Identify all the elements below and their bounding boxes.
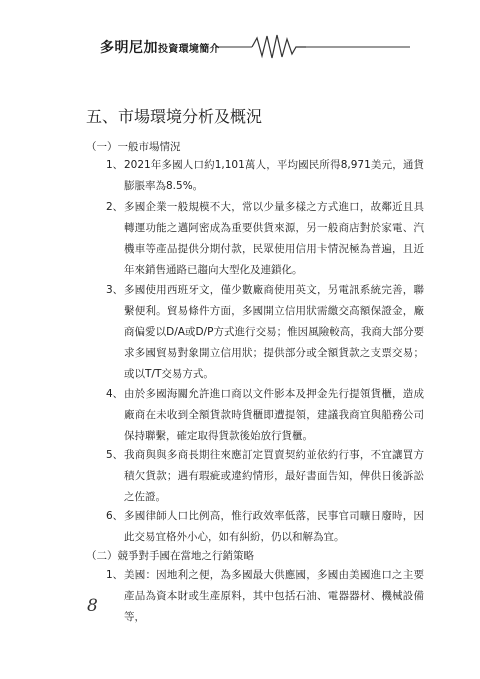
item-text: 多國使用西班牙文，僅少數廠商使用英文，另電訊系統完善，聯繫便利。貿易條件方面，多國開立信用狀需繳交高額保證金，廠商偏愛以D/A或D/P方式進行交易；惟因風險較高，我商大部分要求多國貿易對象開立信用狀；提供部分或全額貨款之支票交易；或以T/T交易方式。: [124, 284, 424, 380]
item-text: 2021年多國人口約1,101萬人，平均國民所得8,971美元，通貨膨脹率為8.5%。: [124, 159, 424, 192]
item-text: 由於多國海關允許進口商以文件影本及押金先行提領貨櫃，造成廠商在未收到全額貨款時貨櫃即遭提領，建議我商宜與船務公司保持聯繫，確定取得貨款後始放行貨櫃。: [124, 388, 424, 442]
subsection-heading: （一）一般市場情況: [86, 141, 181, 153]
list-item: [106, 506, 424, 548]
list-item: [106, 565, 424, 628]
list-item: [106, 445, 424, 508]
item-number: 2、: [106, 201, 124, 213]
header-title-subtitle: 投資環境簡介: [158, 44, 220, 55]
item-text: 美國：因地利之便，為多國最大供應國，多國由美國進口之主要產品為資本財或生產原料，其中包括石油、電器器材、機械設備等，: [124, 569, 424, 623]
page-number: 8: [87, 596, 98, 616]
item-text: 多國律師人口比例高，惟行政效率低落，民事官司曠日廢時，因此交易宜格外小心，如有糾紛，仍以和解為宜。: [124, 510, 424, 543]
header-wave-rule: [0, 30, 480, 60]
list-item: [106, 280, 424, 385]
item-number: 1、: [106, 569, 124, 581]
header-title-country: 多明尼加: [100, 40, 158, 56]
item-number: 6、: [106, 510, 124, 522]
list-item: [106, 197, 424, 281]
item-number: 1、: [106, 159, 124, 171]
list-item: [106, 155, 424, 197]
section-title: 五、市場環境分析及概況: [86, 107, 263, 126]
item-number: 5、: [106, 449, 124, 461]
subsection-heading: （二）競爭對手國在當地之行銷策略: [86, 550, 254, 562]
item-number: 3、: [106, 284, 124, 296]
header-title: [100, 37, 220, 57]
item-text: 多國企業一般規模不大，常以少量多樣之方式進口，故鄰近且具轉運功能之邁阿密成為重要供貨來源，另一般商店對於家電、汽機車等產品提供分期付款，民眾使用信用卡情況極為普遍，且近年來銷售通路已趨向大型化及連鎖化。: [124, 201, 424, 276]
item-number: 4、: [106, 388, 124, 400]
list-item: [106, 384, 424, 447]
running-header: [0, 0, 480, 70]
item-text: 我商與與多商長期往來應訂定買賣契約並依約行事，不宜讓買方積欠貨款；遇有瑕疵或違約情形，最好書面告知，俾供日後訴訟之佐證。: [124, 449, 424, 503]
